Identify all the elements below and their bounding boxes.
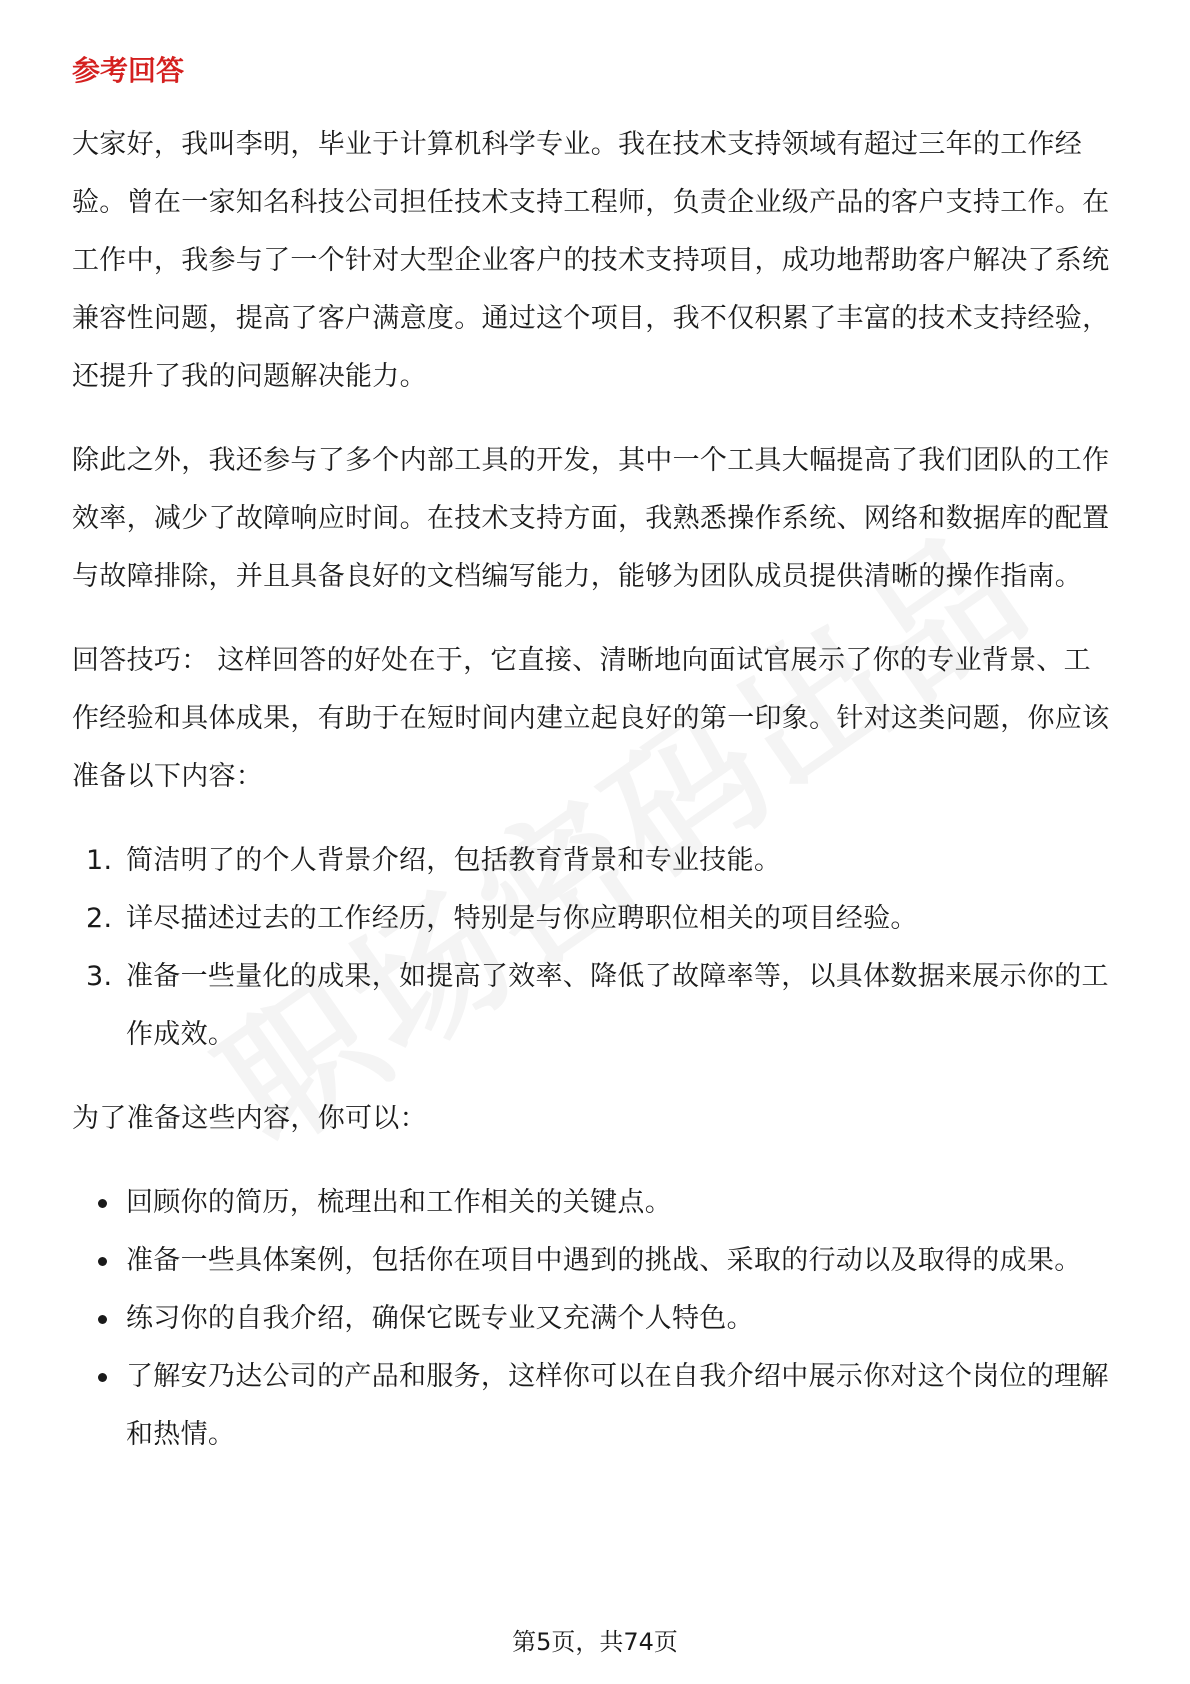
section-title: 参考回答 (72, 54, 185, 87)
list-item (72, 1174, 1118, 1232)
list-item-text: 准备一些具体案例，包括你在项目中遇到的挑战、采取的行动以及取得的成果。 (126, 1245, 1082, 1276)
list-item-text: 简洁明了的个人背景介绍，包括教育背景和专业技能。 (126, 845, 782, 876)
list-item-text: 详尽描述过去的工作经历，特别是与你应聘职位相关的项目经验。 (126, 903, 918, 934)
bullet-icon (98, 1315, 107, 1324)
document-content (72, 48, 1118, 1490)
bullet-list (72, 1174, 1118, 1464)
list-item-text: 准备一些量化的成果，如提高了效率、降低了故障率等，以具体数据来展示你的工作成效。 (126, 961, 1109, 1050)
list-number: 1. (86, 845, 113, 876)
prep-intro: 为了准备这些内容，你可以： (72, 1103, 427, 1134)
answer-paragraph-2: 除此之外，我还参与了多个内部工具的开发，其中一个工具大幅提高了我们团队的工作效率，减少了故障响应时间。在技术支持方面，我熟悉操作系统、网络和数据库的配置与故障排除，并且具备良好的文档编写能力，能够为团队成员提供清晰的操作指南。 (72, 445, 1110, 592)
page-footer: 第5页，共74页 (512, 1628, 678, 1656)
tips-paragraph: 回答技巧： 这样回答的好处在于，它直接、清晰地向面试官展示了你的专业背景、工作经验和具体成果，有助于在短时间内建立起良好的第一印象。针对这类问题，你应该准备以下内容： (72, 645, 1110, 792)
list-item-text: 回顾你的简历，梳理出和工作相关的关键点。 (126, 1187, 672, 1218)
bullet-icon (98, 1199, 107, 1208)
list-item (72, 1232, 1118, 1290)
list-number: 3. (86, 961, 113, 992)
bullet-icon (98, 1257, 107, 1266)
list-item (72, 832, 1118, 890)
answer-paragraph-1: 大家好，我叫李明，毕业于计算机科学专业。我在技术支持领域有超过三年的工作经验。曾在一家知名科技公司担任技术支持工程师，负责企业级产品的客户支持工作。在工作中，我参与了一个针对大型企业客户的技术支持项目，成功地帮助客户解决了系统兼容性问题，提高了客户满意度。通过这个项目，我不仅积累了丰富的技术支持经验，还提升了我的问题解决能力。 (72, 129, 1110, 392)
list-item (72, 948, 1118, 1064)
list-item (72, 1348, 1118, 1464)
ordered-list (72, 832, 1118, 1064)
list-item-text: 练习你的自我介绍，确保它既专业又充满个人特色。 (126, 1303, 754, 1334)
list-item (72, 890, 1118, 948)
list-item-text: 了解安乃达公司的产品和服务，这样你可以在自我介绍中展示你对这个岗位的理解和热情。 (126, 1361, 1109, 1450)
bullet-icon (98, 1373, 107, 1382)
list-number: 2. (86, 903, 113, 934)
list-item (72, 1290, 1118, 1348)
